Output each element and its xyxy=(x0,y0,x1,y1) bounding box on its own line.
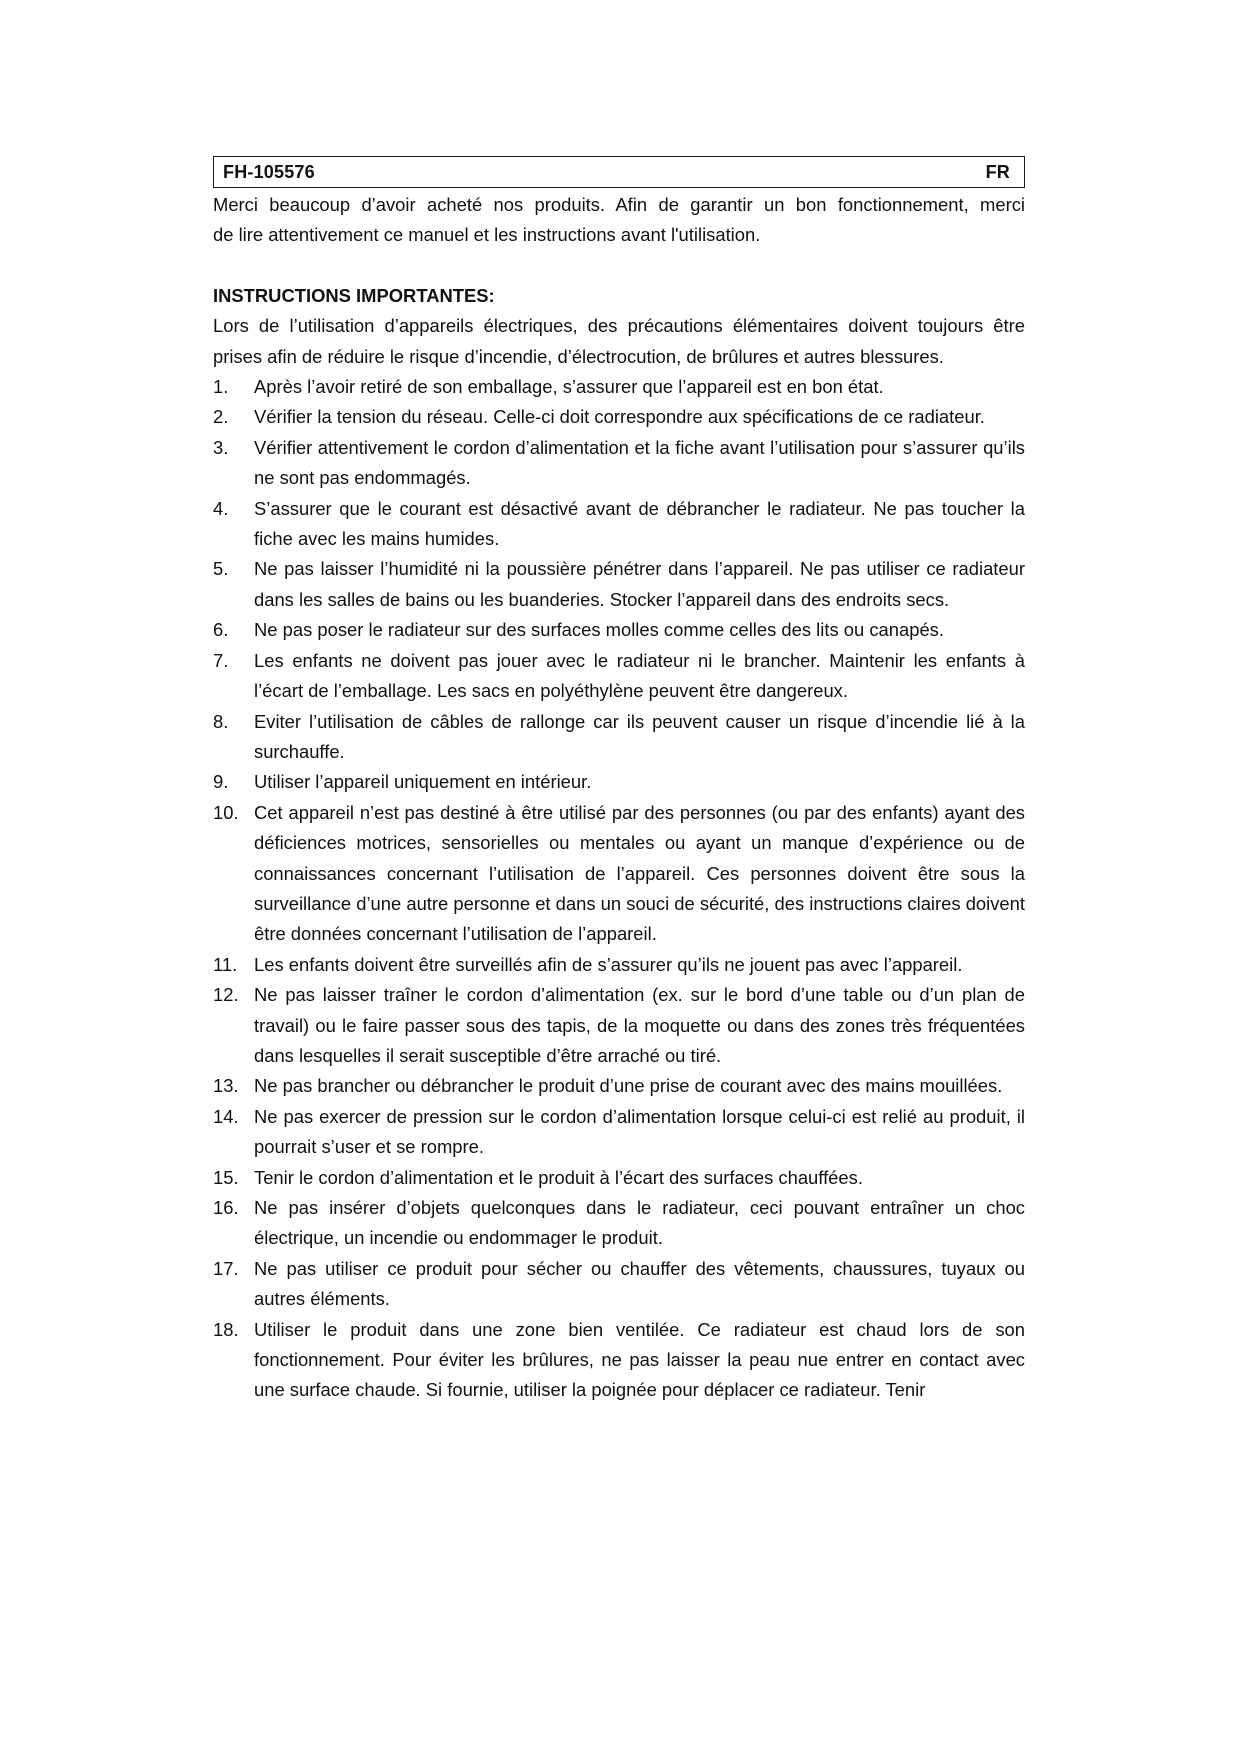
list-item xyxy=(213,494,1025,555)
list-item xyxy=(213,433,1025,494)
item-number: 8. xyxy=(213,710,229,732)
item-number: 14. xyxy=(213,1105,239,1127)
item-number: 12. xyxy=(213,984,239,1006)
item-number: 10. xyxy=(213,801,239,823)
item-text: Ne pas utiliser ce produit pour sécher ou chauffer des vêtements, chaussures, tuyaux ou autres éléments. xyxy=(254,1257,1025,1310)
document-header xyxy=(213,156,1025,188)
instruction-list xyxy=(213,372,1025,1406)
item-text: S’assurer que le courant est désactivé avant de débrancher le radiateur. Ne pas toucher la fiche avec les mains humides. xyxy=(254,497,1025,550)
list-item xyxy=(213,1163,1025,1193)
intro-line: Merci beaucoup d’avoir acheté nos produits. Afin de garantir un bon fonctionnement, merci xyxy=(213,194,1025,215)
item-text: Utiliser l’appareil uniquement en intérieur. xyxy=(254,771,592,793)
item-number: 9. xyxy=(213,771,229,793)
item-text: Cet appareil n’est pas destiné à être utilisé par des personnes (ou par des enfants) ayant des déficiences motrices, sensorielles ou mentales ou ayant un manque d’expérience ou de connaissances concernant l’utilisation de l’appareil. Ces personnes doivent être sous la surveillance d’une autre personne et dans un souci de sécurité, des instructions claires doivent être données concernant l’utilisation de l’appareil. xyxy=(254,801,1025,945)
list-item xyxy=(213,950,1025,980)
list-item xyxy=(213,1315,1025,1406)
list-item xyxy=(213,767,1025,797)
item-text: Ne pas exercer de pression sur le cordon d’alimentation lorsque celui-ci est relié au produit, il pourrait s’user et se rompre. xyxy=(254,1105,1025,1158)
item-number: 13. xyxy=(213,1075,239,1097)
item-number: 2. xyxy=(213,406,229,428)
list-item xyxy=(213,1071,1025,1101)
item-text: Ne pas insérer d’objets quelconques dans le radiateur, ceci pouvant entraîner un choc électrique, un incendie ou endommager le produit. xyxy=(254,1197,1025,1249)
section-heading: INSTRUCTIONS IMPORTANTES: xyxy=(213,284,495,306)
item-number: 5. xyxy=(213,558,229,580)
item-text: Ne pas laisser traîner le cordon d’alimentation (ex. sur le bord d’une table ou d’un plan de travail) ou le faire passer sous des tapis, de la moquette ou dans des zones très fréquentées dans lesquelles il serait susceptible d’être arraché ou tiré. xyxy=(254,984,1025,1066)
item-text: Ne pas brancher ou débrancher le produit d’une prise de courant avec des mains mouillées. xyxy=(254,1075,1003,1097)
item-text: Eviter l’utilisation de câbles de rallonge car ils peuvent causer un risque d’incendie lié à la surchauffe. xyxy=(254,710,1025,762)
section-lead: Lors de l’utilisation d’appareils électriques, des précautions élémentaires doivent toujours être prises afin de réduire le risque d’incendie, d’électrocution, de brûlures et autres blessures. xyxy=(213,315,1025,367)
item-number: 15. xyxy=(213,1166,239,1188)
item-number: 18. xyxy=(213,1318,239,1340)
list-item xyxy=(213,1254,1025,1315)
intro-paragraph xyxy=(213,190,1025,251)
item-number: 16. xyxy=(213,1197,239,1218)
language-code: FR xyxy=(985,161,1010,182)
item-number: 7. xyxy=(213,649,229,671)
item-number: 3. xyxy=(213,436,229,458)
item-number: 17. xyxy=(213,1257,239,1279)
list-item xyxy=(213,554,1025,615)
item-number: 4. xyxy=(213,497,229,519)
intro-line: de lire attentivement ce manuel et les instructions avant l'utilisation. xyxy=(213,224,761,246)
item-text: Vérifier attentivement le cordon d’alimentation et la fiche avant l’utilisation pour s’assurer qu’ils ne sont pas endommagés. xyxy=(254,436,1025,489)
list-item xyxy=(213,980,1025,1071)
item-text: Ne pas laisser l’humidité ni la poussière pénétrer dans l’appareil. Ne pas utiliser ce radiateur dans les salles de bains ou les buanderies. Stocker l’appareil dans des endroits secs. xyxy=(254,558,1025,610)
list-item xyxy=(213,615,1025,645)
item-text: Tenir le cordon d’alimentation et le produit à l’écart des surfaces chauffées. xyxy=(254,1166,863,1188)
item-text: Vérifier la tension du réseau. Celle-ci doit correspondre aux spécifications de ce radiateur. xyxy=(254,406,985,428)
list-item xyxy=(213,1193,1025,1254)
item-text: Les enfants doivent être surveillés afin de s’assurer qu’ils ne jouent pas avec l’appareil. xyxy=(254,953,963,975)
item-number: 11. xyxy=(213,953,238,975)
item-text: Utiliser le produit dans une zone bien ventilée. Ce radiateur est chaud lors de son fonctionnement. Pour éviter les brûlures, ne pas laisser la peau nue entrer en contact avec une surface chaude. Si fournie, utiliser la poignée pour déplacer ce radiateur. Tenir xyxy=(254,1318,1025,1401)
item-text: Les enfants ne doivent pas jouer avec le radiateur ni le brancher. Maintenir les enfants à l’écart de l’emballage. Les sacs en polyéthylène peuvent être dangereux. xyxy=(254,649,1025,702)
list-item xyxy=(213,402,1025,432)
document-body xyxy=(213,190,1025,1406)
list-item xyxy=(213,798,1025,950)
list-item xyxy=(213,372,1025,402)
model-number: FH-105576 xyxy=(223,161,315,182)
item-text: Après l’avoir retiré de son emballage, s’assurer que l’appareil est en bon état. xyxy=(254,376,884,398)
list-item xyxy=(213,646,1025,707)
list-item xyxy=(213,1102,1025,1163)
item-number: 6. xyxy=(213,619,229,641)
list-item xyxy=(213,707,1025,768)
item-text: Ne pas poser le radiateur sur des surfaces molles comme celles des lits ou canapés. xyxy=(254,619,944,641)
item-number: 1. xyxy=(213,376,229,398)
